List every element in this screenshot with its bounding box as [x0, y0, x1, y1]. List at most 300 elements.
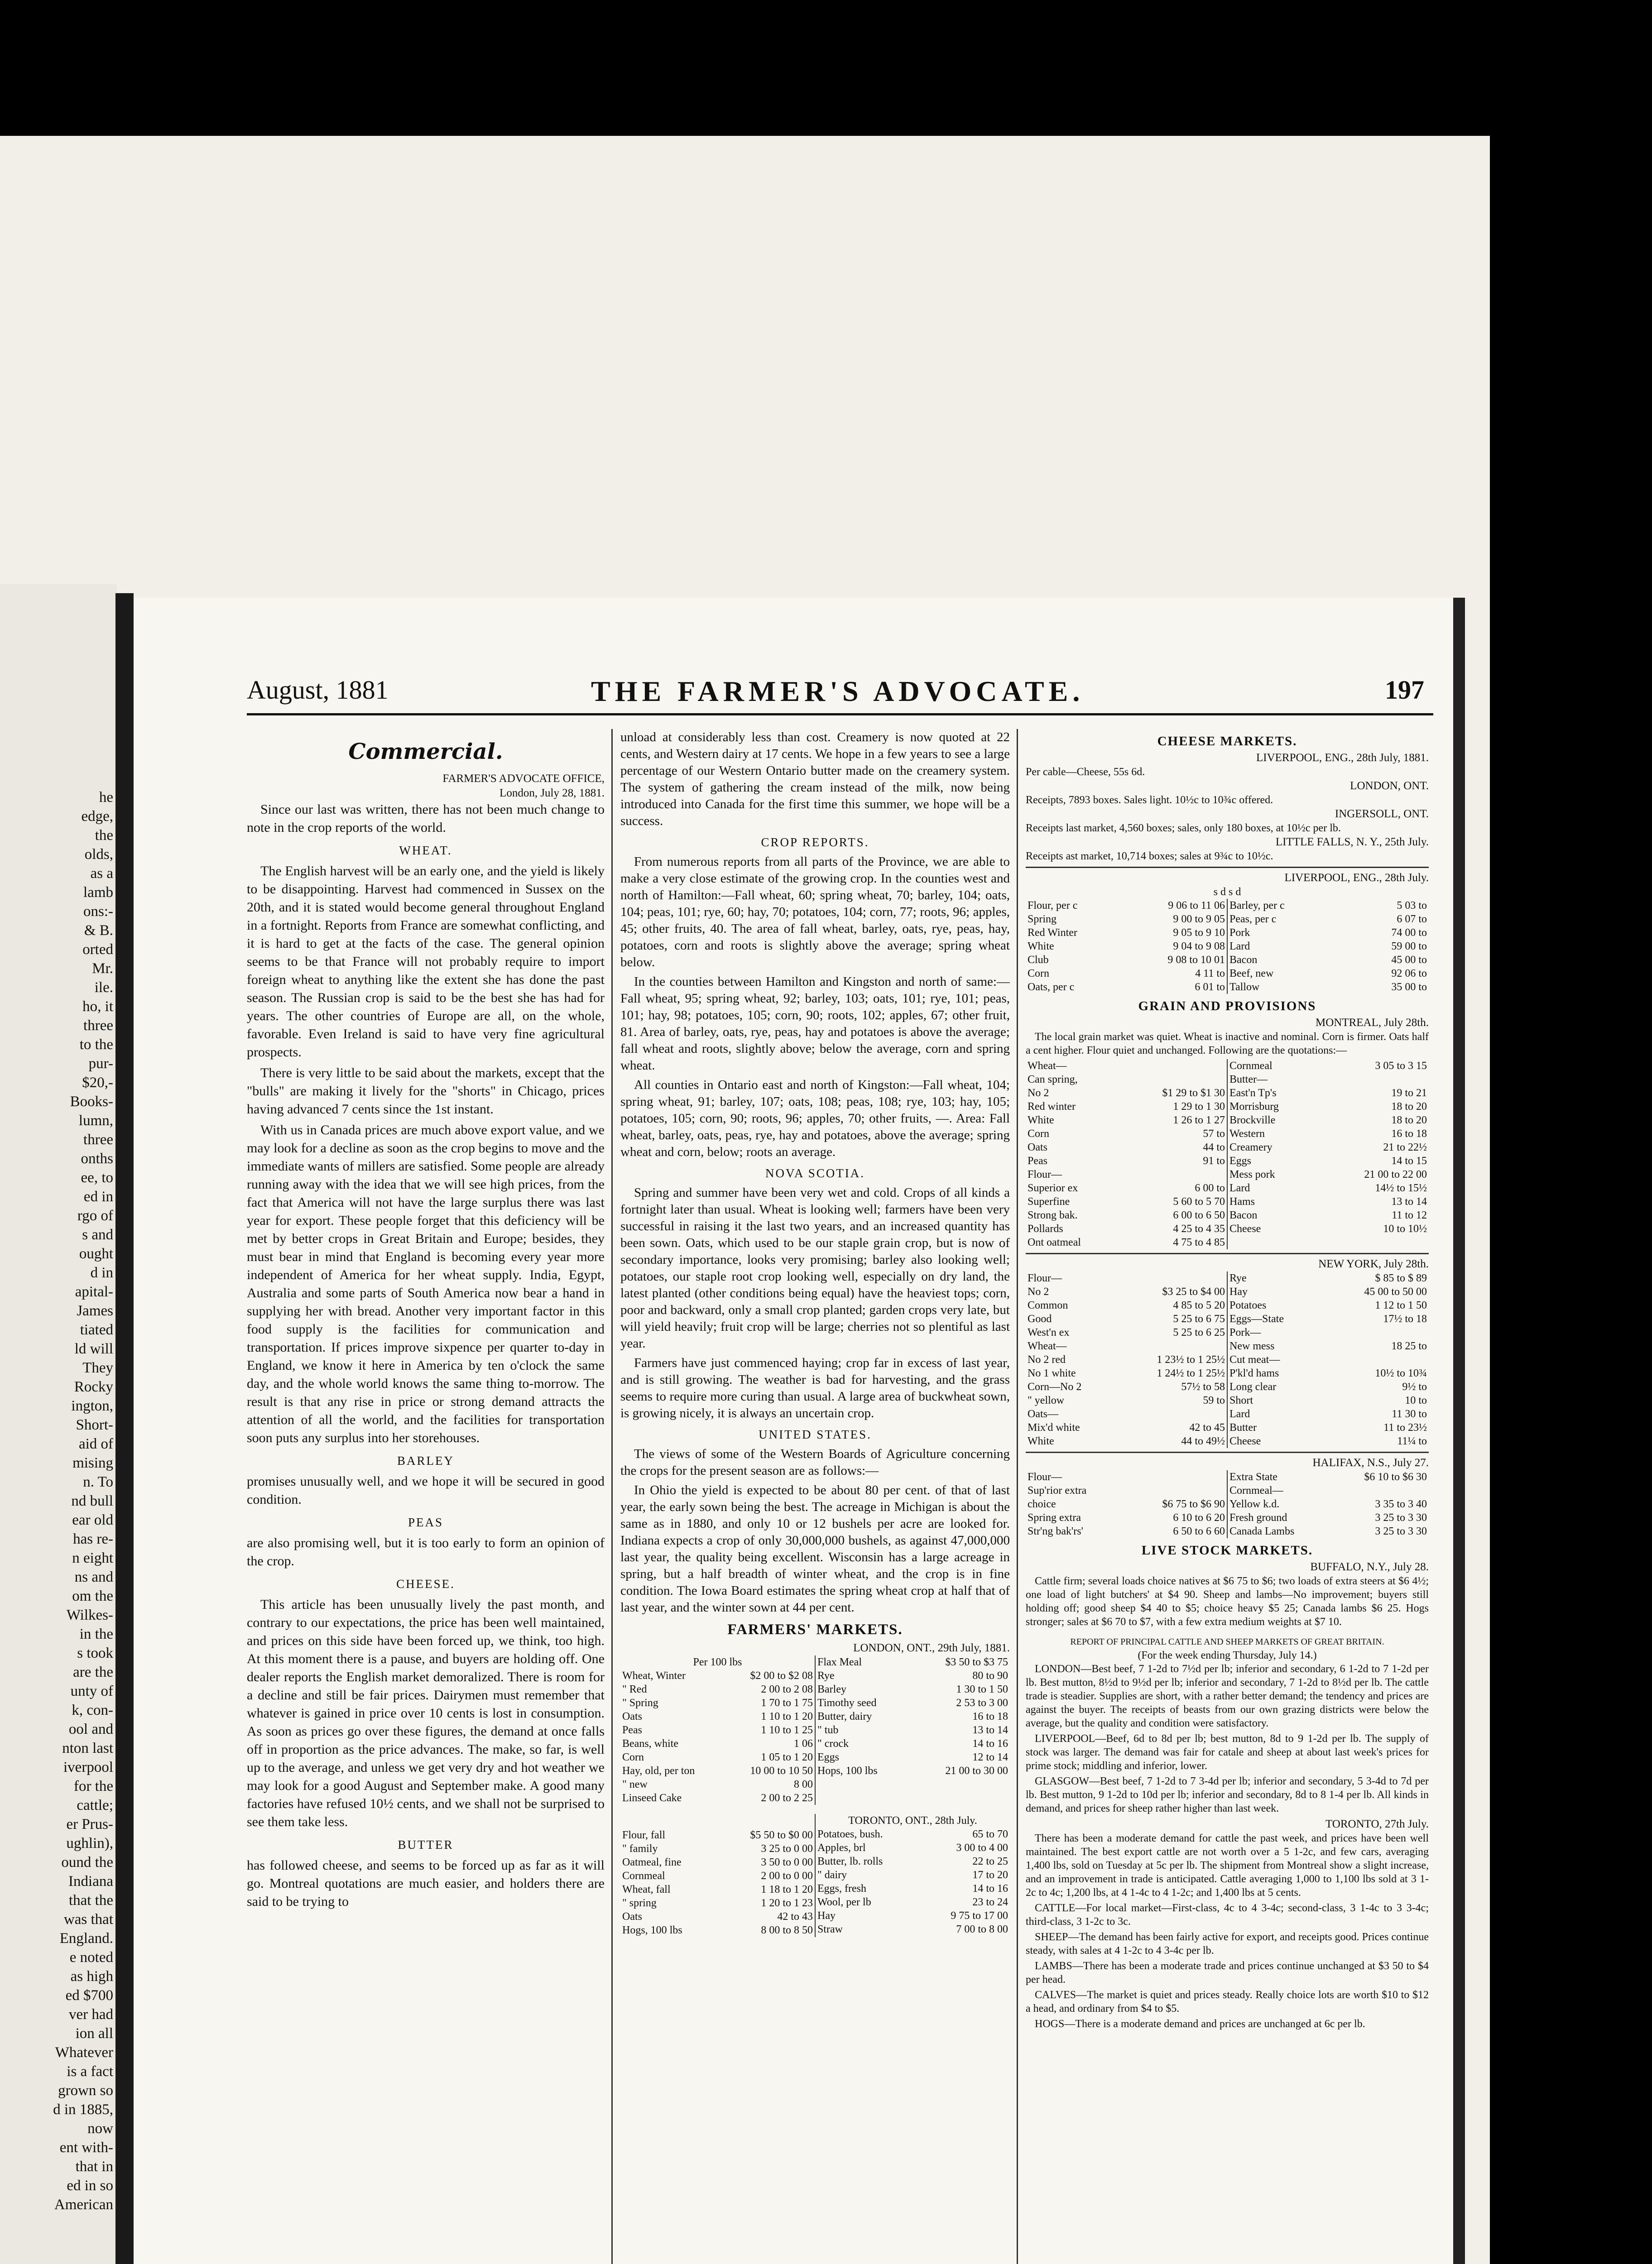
price-value	[1115, 1407, 1227, 1421]
price-value: $ 85 to $ 89	[1375, 1272, 1427, 1284]
commodity-label: Oats	[622, 1911, 642, 1923]
price-value: 9 08 to 10 01	[1167, 954, 1225, 966]
price-value	[1115, 1271, 1227, 1285]
price-table	[1026, 1271, 1227, 1448]
price-value: 13 to 14	[972, 1724, 1008, 1736]
commodity-label: Superior ex	[1028, 1182, 1078, 1194]
price-row	[1026, 1168, 1227, 1181]
commodity-label: Can spring,	[1028, 1074, 1078, 1085]
commodity-label: No 1 white	[1028, 1367, 1076, 1379]
fragment-line: American	[54, 2197, 113, 2213]
paragraph: The English harvest will be an early one, and the yield is likely to be disappointing. Harvest had commenced in Sussex on the 20th, and it is stated would become general throughout England in a fortnight. Reports from France are somewhat conflicting, and it is hard to get at the facts of the case. The general opinion seems to be that France will not probably require to import foreign wheat to anything like the extent she has done the past season. The Russian crop is said to be the best she has had for years. The other countries of Europe are all, on the whole, favorable. Even Ireland is said to have very fine agricultural prospects.	[247, 863, 605, 1060]
commodity-label: Hogs, 100 lbs	[622, 1924, 682, 1936]
fragment-line: the	[95, 827, 113, 844]
price-row	[1026, 1181, 1227, 1195]
commodity-label: Canada Lambs	[1229, 1525, 1295, 1537]
fragment-line: Books-	[70, 1094, 113, 1110]
fragment-line: orted	[82, 941, 113, 958]
fragment-line: onths	[81, 1151, 113, 1167]
price-row	[1228, 1086, 1429, 1100]
commodity-label: No 2	[1028, 1286, 1049, 1298]
paragraph: Farmers have just commenced haying; crop far in excess of last year, and is still growing. The weather is bad for harvesting, and the grass seems to require more curing than usual. A large area of buckwheat sown, is growing nicely, it is always an uncertain crop.	[620, 1356, 1010, 1420]
price-row	[1026, 1326, 1227, 1339]
fragment-line: ho, it	[82, 998, 113, 1015]
price-value: 1 05 to 1 20	[761, 1751, 813, 1763]
fragment-line: They	[82, 1360, 113, 1376]
price-value: 14½ to 15½	[1375, 1182, 1427, 1194]
price-value: 1 23½ to 1 25½	[1157, 1354, 1225, 1366]
fragment-line: e noted	[69, 1949, 113, 1966]
fragment-line: to the	[79, 1036, 113, 1053]
paragraph: With us in Canada prices are much above export value, and we may look for a decline as soon as the crop begins to move and the immediate wants of millers are satisfied. Some people are already running away with the idea that we will see high prices, from the fact that America will not have the large surplus there was last year for export. These people forget that this deficiency will be met by better crops in Great Britain and Europe; besides, they must bear in mind that England is becoming every year more independent of America for her wheat supply. India, Egypt, Australia and some parts of South America now bear a hand in supplying her with bread. Another very important factor in this food supply is the facilities for communication and transportation. If prices improve sixpence per quarter to-day in England, we know it here in America by ten o'clock the same day, and the whole world knows the same thing to-morrow. The result is that any rise in price or strong demand attracts the attention of all the world, and the facilities for transportation soon puts any surplus into her storehouses.	[247, 1122, 605, 1445]
commodity-label: Eggs, fresh	[817, 1883, 866, 1895]
price-value: 6 07 to	[1397, 913, 1427, 925]
price-value: 22 to 25	[972, 1856, 1008, 1867]
price-value: 5 60 to 5 70	[1173, 1196, 1225, 1208]
commodity-label: Oats	[1028, 1142, 1047, 1153]
price-row	[1026, 1484, 1227, 1497]
commodity-label: " Red	[622, 1684, 647, 1695]
price-table	[1026, 1059, 1227, 1249]
fragment-line: ile.	[94, 979, 113, 996]
commodity-label: Oats—	[1028, 1408, 1058, 1420]
fragment-line: unty of	[70, 1683, 113, 1699]
commodity-label: Corn	[1028, 968, 1049, 979]
commodity-label: Cornmeal	[622, 1870, 665, 1882]
dateline: NEW YORK, July 28th.	[1318, 1258, 1429, 1270]
commodity-label: Hay, old, per ton	[622, 1765, 695, 1777]
price-value: 10 to	[1405, 1395, 1427, 1406]
commodity-label: Flour, fall	[622, 1829, 666, 1841]
price-row	[1026, 1367, 1227, 1380]
new-york-provisions	[1026, 1253, 1429, 1448]
column-divider	[1017, 729, 1018, 2264]
price-value: 5 25 to 6 25	[1173, 1327, 1225, 1338]
price-row	[1228, 899, 1429, 912]
commodity-label: " family	[622, 1843, 658, 1855]
price-row	[1228, 926, 1429, 940]
subheading: BARLEY	[397, 1454, 454, 1468]
price-value: 21 00 to 22 00	[1364, 1169, 1427, 1180]
commodity-label: Bacon	[1229, 954, 1258, 966]
price-value: 59 00 to	[1391, 940, 1427, 952]
price-row	[1026, 1113, 1227, 1127]
commodity-label: No 2	[1028, 1087, 1049, 1099]
price-value: 4 25 to 4 35	[1173, 1223, 1225, 1235]
price-value: 19 to 21	[1391, 1087, 1427, 1099]
price-value: 6 10 to 6 20	[1173, 1512, 1225, 1524]
price-row	[620, 1869, 815, 1883]
paragraph: LONDON—Best beef, 7 1-2d to 7½d per lb; inferior and secondary, 6 1-2d to 7 1-2d per lb. Best mutton, 8½d to 9½d per lb; inferior and secondary, 7 1-2d to 8½d per lb. The cattle trade is steadier. Supplies are short, with a rather better demand; the tendency and prices are against the buyer. The receipts of beasts from our own grazing districts were below the average, but the quality and condition were satisfactory.	[1026, 1663, 1429, 1729]
price-row	[1026, 1236, 1227, 1249]
price-row	[1026, 1353, 1227, 1367]
unit-label: Per 100 lbs	[693, 1656, 742, 1668]
price-row	[620, 1669, 815, 1683]
fragment-line: iverpool	[63, 1759, 113, 1775]
commodity-label: Bacon	[1229, 1209, 1258, 1221]
market-line: Receipts ast market, 10,714 boxes; sales at 9¾c to 10½c.	[1026, 850, 1273, 862]
commodity-label: Linseed Cake	[622, 1792, 682, 1804]
commodity-label: Wheat—	[1028, 1060, 1067, 1072]
price-row	[816, 1710, 1010, 1723]
paragraph: Cattle firm; several loads choice natives at $6 75 to $6; two loads of extra steers at $6 4½; one load of light butchers' at $4 90. Sheep and lambs—No improvement; buyers still holding off; good sheep $4 40 to $5; choice heavy $5 25; Canada lambs $6 25. Hogs stronger; sales at $6 70 to $7, with a few extra medium weights at $7 10.	[1026, 1575, 1429, 1628]
price-value: 44 to 49½	[1181, 1435, 1225, 1447]
price-value: 1 30 to 1 50	[956, 1684, 1008, 1695]
price-value: 9½ to	[1402, 1381, 1427, 1393]
commodity-label: Tallow	[1229, 981, 1260, 993]
commodity-label: Butter	[1229, 1422, 1257, 1434]
price-table	[1026, 1470, 1227, 1538]
price-value: 1 29 to 1 30	[1173, 1101, 1225, 1113]
price-row	[816, 1882, 1010, 1895]
fragment-line: three	[83, 1132, 113, 1148]
fragment-line: & B.	[84, 922, 113, 939]
commodity-label: Corn	[1028, 1128, 1049, 1140]
price-row	[1026, 1434, 1227, 1448]
price-row	[1026, 1271, 1227, 1285]
price-value: 18 to 20	[1391, 1101, 1427, 1113]
commodity-label: Butter, lb. rolls	[817, 1856, 883, 1867]
price-value: 42 to 45	[1189, 1422, 1225, 1434]
price-value: $3 50 to $3 75	[945, 1656, 1008, 1668]
price-row	[1228, 1271, 1429, 1285]
price-value: 14 to 15	[1391, 1155, 1427, 1167]
price-row	[620, 1696, 815, 1710]
price-value	[1119, 1073, 1227, 1086]
fragment-line: k, con-	[72, 1702, 113, 1718]
commodity-label: Oats, per c	[1028, 981, 1075, 993]
price-value: 10 00 to 10 50	[750, 1765, 813, 1777]
commodity-label: Pollards	[1028, 1223, 1063, 1235]
fragment-line: three	[83, 1017, 113, 1034]
fragment-line: James	[77, 1303, 113, 1319]
price-row	[620, 1751, 815, 1764]
fragment-line: ington,	[71, 1398, 113, 1414]
fragment-line: England.	[59, 1930, 113, 1947]
price-row	[1228, 953, 1429, 967]
fragment-line: ver had	[68, 2006, 113, 2023]
montreal-table	[1026, 1059, 1429, 1249]
price-row	[1026, 980, 1227, 994]
fragment-line: Short-	[76, 1417, 113, 1433]
paragraph: There has been a moderate demand for cattle the past week, and prices have been well maintained. The best export cattle are not worth over a 5 1-2c, and few cars, averaging 1,400 lbs, sold on Tuesday at 5c per lb. The shipment from Montreal show a slight increase, and an improvement in trade is anticipated. Cattle averaging 1,000 to 1,100 lbs sold at 3 1-2c to 4c; 1,200 lbs, at 4 1-4c to 4 1-2c; and 1,400 lbs at 5 cents.	[1026, 1832, 1429, 1899]
price-row	[1228, 1484, 1429, 1497]
price-value: 17 to 20	[972, 1869, 1008, 1881]
price-value: 9 00 to 9 05	[1173, 913, 1225, 925]
price-value: 3 25 to 3 30	[1375, 1525, 1427, 1537]
commodity-label: " tub	[817, 1724, 839, 1736]
price-value: 11 30 to	[1392, 1408, 1427, 1420]
commodity-label: Hay	[1229, 1286, 1248, 1298]
paragraph: promises unusually well, and we hope it will be secured in good condition.	[247, 1474, 605, 1507]
paragraph: has followed cheese, and seems to be forced up as far as it will go. Montreal quotations are much easier, and holders there are said to be trying to	[247, 1858, 605, 1909]
price-value: 21 to 22½	[1383, 1142, 1427, 1153]
dateline: TORONTO, 27th July.	[1325, 1818, 1429, 1830]
commodity-label: Corn	[622, 1751, 644, 1763]
commodity-label: Flax Meal	[817, 1656, 862, 1668]
commodity-label: Mess pork	[1229, 1169, 1275, 1180]
commodity-label: No 2 red	[1028, 1354, 1066, 1366]
fragment-line: ent with-	[59, 2139, 113, 2156]
commodity-label: Hams	[1229, 1196, 1255, 1208]
issue-date: August, 1881	[247, 675, 389, 705]
price-value: 2 00 to 2 08	[761, 1684, 813, 1695]
price-row	[816, 1841, 1010, 1855]
price-row	[1026, 1222, 1227, 1236]
market-line: Receipts last market, 4,560 boxes; sales, only 180 boxes, at 10½c per lb.	[1026, 822, 1341, 834]
commodity-label: Club	[1028, 954, 1049, 966]
london-market-table	[620, 1655, 1010, 1805]
paragraph: LAMBS—There has been a moderate trade and prices continue unchanged at $3 50 to $4 per head.	[1026, 1960, 1429, 1986]
commodity-label: " yellow	[1028, 1395, 1065, 1406]
dateline: LONDON, ONT.	[1350, 780, 1429, 792]
commodity-label: " crock	[817, 1738, 849, 1750]
price-row	[1228, 1073, 1429, 1086]
commodity-label: Wheat, fall	[622, 1884, 671, 1895]
price-value: 91 to	[1203, 1155, 1225, 1167]
dateline: INGERSOLL, ONT.	[1335, 808, 1429, 820]
commodity-label: White	[1028, 940, 1054, 952]
dateline: MONTREAL, July 28th.	[1316, 1017, 1429, 1029]
fragment-line: he	[99, 789, 113, 806]
price-value: 1 06	[794, 1738, 813, 1750]
price-row	[1228, 1285, 1429, 1299]
price-value: 3 35 to 3 40	[1375, 1498, 1427, 1510]
price-row	[816, 1895, 1010, 1909]
price-value: 1 24½ to 1 25½	[1157, 1367, 1225, 1379]
price-value: 1 20 to 1 23	[761, 1897, 813, 1909]
dateline: LITTLE FALLS, N. Y., 25th July.	[1275, 836, 1429, 848]
price-row	[620, 1923, 815, 1937]
price-row	[1228, 1312, 1429, 1326]
subheading: NOVA SCOTIA.	[765, 1166, 865, 1180]
paragraph: CALVES—The market is quiet and prices steady. Really choice lots are worth $10 to $12 a head, and ordinary from $4 to $5.	[1026, 1989, 1429, 2015]
fragment-line: n. To	[83, 1474, 113, 1490]
price-value: 8 00 to 8 50	[761, 1924, 813, 1936]
price-row	[816, 1751, 1010, 1764]
fragment-line: ear old	[72, 1512, 113, 1528]
commodity-label: Creamery	[1229, 1142, 1273, 1153]
commodity-label: Potatoes, bush.	[817, 1828, 883, 1840]
fragment-line: Wilkes-	[66, 1607, 113, 1623]
paragraph: The local grain market was quiet. Wheat is inactive and nominal. Corn is firmer. Oats half a cent higher. Flour quiet and unchanged. Following are the quotations:—	[1026, 1031, 1429, 1056]
price-row	[816, 1923, 1010, 1936]
fragment-line: now	[87, 2120, 113, 2137]
price-row	[1026, 1141, 1227, 1154]
price-value: 1 18 to 1 20	[761, 1884, 813, 1895]
price-value	[1321, 1353, 1429, 1367]
fragment-line: ons:-	[83, 903, 113, 920]
price-value: $5 50 to $0 00	[750, 1829, 813, 1841]
price-value: 2 53 to 3 00	[956, 1697, 1008, 1709]
farmers-markets-heading: FARMERS' MARKETS.	[727, 1621, 903, 1638]
price-row	[1026, 1299, 1227, 1312]
commodity-label: Rye	[817, 1670, 835, 1682]
paragraph: Spring and summer have been very wet and cold. Crops of all kinds a fortnight later than usual. Wheat is looking well; farmers have been very successful in raising it the last two years, and an increased quantity has been sown. Oats, which used to be our staple grain crop, but is now of secondary importance, looks very promising; barley also looking well; potatoes, our staple root crop looking well, especially on dry land, the latest planted (other conditions being equal) have the heaviest tops; corn, poor and backward, only a small crop planted; garden crops very late, but will yield heavily; fruit crop will be large; cherries not so plentiful as last year.	[620, 1185, 1010, 1351]
commodity-label: Cheese	[1229, 1435, 1261, 1447]
commodity-label: Rye	[1229, 1272, 1247, 1284]
commodity-label: White	[1028, 1435, 1054, 1447]
commodity-label: Wool, per lb	[817, 1896, 871, 1908]
fragment-line: cattle;	[77, 1797, 113, 1813]
price-row	[1026, 1086, 1227, 1100]
subheading: BUTTER	[398, 1838, 454, 1851]
fragment-line: ound the	[61, 1854, 113, 1871]
previous-page-edge	[0, 584, 117, 2264]
commodity-label: Beef, new	[1229, 968, 1274, 979]
price-value: 65 to 70	[972, 1828, 1008, 1840]
price-value	[1119, 1168, 1227, 1181]
price-value: 74 00 to	[1391, 927, 1427, 939]
price-value: 9 05 to 9 10	[1173, 927, 1225, 939]
commodity-label: Barley	[817, 1684, 846, 1695]
price-row	[1228, 1222, 1429, 1236]
fragment-line: ughlin),	[66, 1835, 113, 1851]
dateline: LIVERPOOL, ENG., 28th July.	[1284, 872, 1429, 884]
price-value	[1317, 1073, 1429, 1086]
paragraph: In the counties between Hamilton and Kingston and north of same:—Fall wheat, 95; spring wheat, 92; barley, 103; oats, 101; rye, 101; peas, 101; hay, 98; potatoes, 105; corn, 90; roots, 102; apples, 67; other fruit, 81. Area of barley, oats, rye, peas, hay and potatoes is above the average; fall wheat and roots, slightly above; below the average, corn and spring wheat.	[620, 974, 1010, 1073]
paragraph: LIVERPOOL—Beef, 6d to 8d per lb; best mutton, 8d to 9 1-2d per lb. The supply of stock was larger. The demand was fair for catale and sheep at about last week's prices for prime stock; middling and inferior, lower.	[1026, 1733, 1429, 1772]
commodity-label: Hops, 100 lbs	[817, 1765, 878, 1777]
price-row	[1228, 1127, 1429, 1141]
fragment-line: aid of	[78, 1436, 113, 1452]
price-value: 1 10 to 1 20	[761, 1711, 813, 1722]
price-table	[1228, 1271, 1429, 1448]
commodity-label: Superfine	[1028, 1196, 1070, 1208]
commodity-label: Wheat, Winter	[622, 1670, 686, 1682]
commodity-label: Sup'rior extra	[1028, 1485, 1087, 1497]
market-line: Per cable—Cheese, 55s 6d.	[1026, 766, 1145, 778]
commodity-label: White	[1028, 1114, 1054, 1126]
commodity-label: Mix'd white	[1028, 1422, 1080, 1434]
subheading: UNITED STATES.	[759, 1428, 872, 1441]
price-value: 5 03 to	[1397, 900, 1427, 911]
price-row	[620, 1737, 815, 1751]
commodity-label: West'n ex	[1028, 1327, 1070, 1338]
price-row	[620, 1723, 815, 1737]
price-value: 2 00 to 0 00	[761, 1870, 813, 1882]
price-value: 8 00	[794, 1779, 813, 1790]
paragraph: unload at considerably less than cost. Creamery is now quoted at 22 cents, and Western dairy at 17 cents. We hope in a few years to see a large percentage of our Western Ontario butter made on the creamery system. The system of gathering the cream instead of the milk, now being introduced into Canada for the first time this summer, we hope will be a success.	[620, 730, 1010, 828]
fragment-line: apital-	[75, 1284, 113, 1300]
price-row	[816, 1655, 1010, 1669]
price-row	[1228, 1141, 1429, 1154]
halifax-provisions	[1026, 1452, 1429, 1538]
commodity-label: " spring	[622, 1897, 657, 1909]
price-value	[1321, 1326, 1429, 1339]
price-value: 45 00 to	[1391, 954, 1427, 966]
fragment-line: tiated	[80, 1322, 113, 1338]
commodity-label: Morrisburg	[1229, 1101, 1279, 1113]
price-value: 57½ to 58	[1181, 1381, 1225, 1393]
price-row	[1026, 912, 1227, 926]
price-row	[1228, 1113, 1429, 1127]
commodity-label: Eggs—State	[1229, 1313, 1284, 1325]
liverpool-provisions	[1026, 867, 1429, 994]
price-value: $2 00 to $2 08	[750, 1670, 813, 1682]
price-row	[1228, 1154, 1429, 1168]
price-row	[620, 1778, 815, 1791]
commodity-label: Cut meat—	[1229, 1354, 1280, 1366]
price-value: 11 to 12	[1392, 1209, 1427, 1221]
commodity-label: New mess	[1229, 1340, 1275, 1352]
commodity-label: Oats	[622, 1711, 642, 1722]
unit-label: s d s d	[1213, 886, 1241, 898]
price-table	[620, 1669, 815, 1805]
price-value: 16 to 18	[972, 1711, 1008, 1722]
commodity-label: Timothy seed	[817, 1697, 877, 1709]
commodity-label: Spring extra	[1028, 1512, 1081, 1524]
paragraph: All counties in Ontario east and north of Kingston:—Fall wheat, 104; spring wheat, 91; barley, 107; oats, 108; peas, 108; rye, 103; hay, 105; potatoes, 105; corn, 90; roots, 96; apples, 70; other fruits, —. Area: Fall wheat, barley, oats, peas, rye, hay and potatoes, above the average; spring wheat and corn, below; roots an average.	[620, 1078, 1010, 1159]
price-value: $1 29 to $1 30	[1162, 1087, 1225, 1099]
commodity-label: Peas, per c	[1229, 913, 1277, 925]
price-table	[1228, 899, 1429, 994]
price-value	[1115, 1339, 1227, 1353]
price-table	[1228, 1470, 1429, 1538]
price-value: 12 to 14	[972, 1751, 1008, 1763]
commodity-label: " new	[622, 1779, 648, 1790]
paragraph: GLASGOW—Best beef, 7 1-2d to 7 3-4d per lb; inferior and secondary, 5 3-4d to 7d per lb. Best mutton, 9 1-2d to 10d per lb; inferior and secondary, 8d to 8 1-4 per lb. All kinds in demand, and prices for sheep rather higher than last week.	[1026, 1775, 1429, 1814]
price-value: 3 50 to 0 00	[761, 1856, 813, 1868]
commodity-label: Butter, dairy	[817, 1711, 872, 1722]
price-row	[1228, 1470, 1429, 1484]
price-row	[620, 1910, 815, 1923]
fragment-line: as a	[90, 865, 113, 882]
price-row	[1026, 953, 1227, 967]
price-value: 92 06 to	[1391, 968, 1427, 979]
price-row	[1228, 1394, 1429, 1407]
price-row	[620, 1764, 815, 1778]
price-row	[1228, 967, 1429, 980]
price-value: 3 25 to 0 00	[761, 1843, 813, 1855]
dateline: TORONTO, ONT., 28th July.	[848, 1815, 977, 1827]
price-row	[816, 1737, 1010, 1751]
liverpool-table	[1026, 899, 1429, 994]
fragment-line: Indiana	[68, 1873, 113, 1890]
price-value: 45 00 to 50 00	[1364, 1286, 1427, 1298]
commodity-label: Hay	[817, 1910, 836, 1922]
price-row	[1026, 1127, 1227, 1141]
price-row	[1026, 1407, 1227, 1421]
price-row	[816, 1828, 1010, 1841]
price-row	[1026, 1154, 1227, 1168]
fragment-line: d in	[90, 1265, 113, 1281]
price-value: 13 to 14	[1391, 1196, 1427, 1208]
fragment-line: om the	[72, 1588, 113, 1604]
halifax-table	[1026, 1470, 1429, 1538]
paragraph: The views of some of the Western Boards of Agriculture concerning the crops for the present season are as follows:—	[620, 1447, 1010, 1478]
price-value: 3 25 to 3 30	[1375, 1512, 1427, 1524]
price-value: 57 to	[1203, 1128, 1225, 1140]
commodity-label: Barley, per c	[1229, 900, 1285, 911]
commodity-label: Oatmeal, fine	[622, 1856, 682, 1868]
price-row	[1026, 1525, 1227, 1538]
price-row	[816, 1868, 1010, 1882]
subheading: WHEAT.	[399, 844, 452, 857]
toronto-market-table	[620, 1814, 1010, 1937]
newspaper-page	[134, 598, 1465, 2264]
paragraph: In Ohio the yield is expected to be about 80 per cent. of that of last year, the early sown being the best. The acreage in Michigan is about the same as in 1880, and only 10 or 12 bushels per acre are looked for. Indiana expects a crop of only 30,000,000 bushels, as against 47,000,000 last year, the quality being excellent. Wisconsin has a large acreage in spring, but a half breadth of winter wheat, and the crop is in fine condition. The Iowa Board estimates the spring wheat crop at half that of last year, and the winter sown at 44 per cent.	[620, 1483, 1010, 1615]
price-value	[1123, 1470, 1227, 1484]
price-value: $6 75 to $6 90	[1162, 1498, 1225, 1510]
commodity-label: Pork	[1229, 927, 1250, 939]
price-row	[620, 1896, 815, 1910]
price-row	[1228, 1168, 1429, 1181]
price-row	[1026, 1195, 1227, 1209]
price-value: 21 00 to 30 00	[945, 1765, 1008, 1777]
price-table	[816, 1828, 1010, 1936]
dateline: HALIFAX, N.S., July 27.	[1312, 1457, 1429, 1469]
